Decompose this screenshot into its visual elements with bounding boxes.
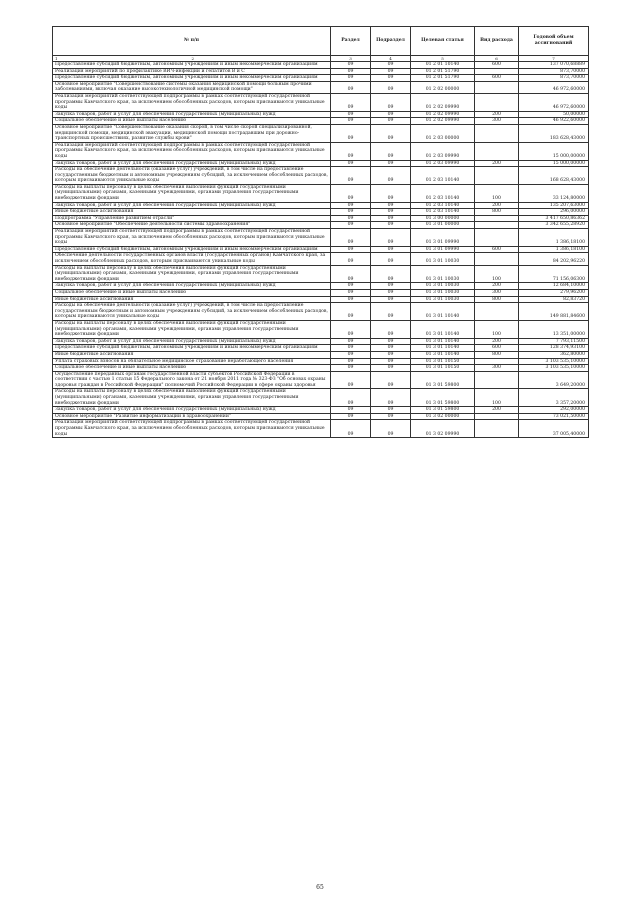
row-name: Предоставление субсидий бюджетным, автономным учреждениям и иным некоммерческим организациям: [53, 75, 331, 82]
table-row: [53, 142, 589, 160]
table-row: [53, 303, 589, 321]
row-target-article: 01 2 03 09990: [411, 160, 475, 167]
row-razdel: 09: [331, 160, 371, 167]
row-expense-type: 300: [475, 118, 519, 125]
row-razdel: 09: [331, 184, 371, 202]
row-name: Основное мероприятие "Совершенствование оказания скорой, в том числе скорой специализированной, медицинской помощи, медицинской эвакуации, медицинской помощи пострадавшим при дорожно-транспортных происшествиях, развитие службы крови": [53, 124, 331, 142]
row-name: Иные бюджетные ассигнования: [53, 296, 331, 303]
row-expense-type: 200: [475, 111, 519, 118]
row-name: Реализация мероприятий соответствующей подпрограммы в рамках соответствующей государственной программы Камчатского края, за исключением обособленных расходов, которым присваиваются уникальные коды: [53, 420, 331, 438]
row-razdel: 09: [331, 351, 371, 358]
row-target-article: 01 3 01 10030: [411, 289, 475, 296]
row-expense-type: 800: [475, 209, 519, 216]
row-amount: 1 386,18100: [519, 246, 589, 253]
table-row: [53, 202, 589, 209]
row-razdel: 09: [331, 124, 371, 142]
row-expense-type: [475, 358, 519, 365]
table-row: [53, 75, 589, 82]
table-row: [53, 371, 589, 389]
table-row: [53, 365, 589, 372]
row-name: Предоставление субсидий бюджетным, автономным учреждениям и иным некоммерческим организациям: [53, 345, 331, 352]
row-amount: 128 374,93100: [519, 345, 589, 352]
row-target-article: 01 3 01 10140: [411, 351, 475, 358]
row-target-article: 01 3 00 00000: [411, 215, 475, 222]
row-target-article: 01 3 01 10030: [411, 265, 475, 283]
row-name: Основное мероприятие "Обеспечение деятельности системы здравоохранения": [53, 222, 331, 229]
row-expense-type: 600: [475, 75, 519, 82]
row-name: Предоставление субсидий бюджетным, автономным учреждениям и иным некоммерческим организациям: [53, 62, 331, 69]
row-amount: 137 070,68889: [519, 62, 589, 69]
row-target-article: 01 3 01 10140: [411, 338, 475, 345]
row-target-article: 01 3 01 10150: [411, 358, 475, 365]
row-amount: 183 628,43000: [519, 124, 589, 142]
row-amount: 15 000,00000: [519, 142, 589, 160]
row-amount: 15 000,00000: [519, 160, 589, 167]
row-razdel: 09: [331, 320, 371, 338]
row-target-article: 01 2 03 10140: [411, 202, 475, 209]
table-row: [53, 283, 589, 290]
row-target-article: 01 3 01 59800: [411, 407, 475, 414]
row-amount: 46 972,60000: [519, 93, 589, 111]
table-row: [53, 265, 589, 283]
document-page: [52, 26, 588, 438]
row-razdel: 09: [331, 365, 371, 372]
row-podrazdel: 09: [371, 111, 411, 118]
row-podrazdel: 09: [371, 202, 411, 209]
table-row: [53, 389, 589, 407]
header-razdel: Раздел: [331, 27, 371, 56]
row-name: Закупка товаров, работ и услуг для обеспечения государственных (муниципальных) нужд: [53, 111, 331, 118]
row-amount: 33 124,80000: [519, 184, 589, 202]
row-target-article: 01 2 02 00000: [411, 81, 475, 93]
table-row: [53, 320, 589, 338]
row-expense-type: 600: [475, 62, 519, 69]
table-row: [53, 358, 589, 365]
row-podrazdel: 09: [371, 413, 411, 420]
row-amount: 168 628,43000: [519, 167, 589, 185]
row-expense-type: 300: [475, 289, 519, 296]
row-razdel: 09: [331, 167, 371, 185]
row-target-article: 01 3 01 00000: [411, 222, 475, 229]
row-target-article: 01 3 01 10030: [411, 253, 475, 265]
column-number-2: 2: [191, 56, 195, 61]
row-razdel: 09: [331, 296, 371, 303]
row-razdel: 09: [331, 222, 371, 229]
row-razdel: 09: [331, 389, 371, 407]
row-target-article: 01 3 01 10140: [411, 345, 475, 352]
row-amount: 135 207,63000: [519, 202, 589, 209]
row-target-article: 01 3 02 09990: [411, 420, 475, 438]
row-razdel: 09: [331, 209, 371, 216]
row-podrazdel: 09: [371, 389, 411, 407]
row-target-article: 01 3 01 59800: [411, 371, 475, 389]
row-name: Расходы на обеспечение деятельности (оказание услуг) учреждений, в том числе на предоставление государственным бюджетным и автономным учреждениям субсидий, за исключением обособленных расходов, которым присваиваются уникальные коды: [53, 167, 331, 185]
row-amount: 873,70000: [519, 75, 589, 82]
row-target-article: 01 3 02 00000: [411, 413, 475, 420]
row-amount: 7 793,11500: [519, 338, 589, 345]
row-podrazdel: 09: [371, 229, 411, 247]
row-target-article: 01 2 02 09990: [411, 118, 475, 125]
table-row: [53, 229, 589, 247]
row-expense-type: [475, 253, 519, 265]
row-amount: 12 684,10000: [519, 283, 589, 290]
row-podrazdel: 09: [371, 407, 411, 414]
row-podrazdel: 09: [371, 371, 411, 389]
row-amount: 873,70000: [519, 68, 589, 75]
row-razdel: 09: [331, 303, 371, 321]
row-razdel: 09: [331, 202, 371, 209]
row-razdel: 09: [331, 413, 371, 420]
row-expense-type: 800: [475, 351, 519, 358]
table-row: [53, 215, 589, 222]
row-amount: 279,96200: [519, 289, 589, 296]
row-target-article: 01 3 01 09990: [411, 246, 475, 253]
row-expense-type: 200: [475, 407, 519, 414]
column-number: 3: [331, 56, 371, 62]
row-name: Осуществление переданных органам государственной власти субъектов Российской Федерации в соответствии с частью 1 статьи 15 Федерального закона от 21 ноября 2011 года № 323-ФЗ "Об основах охраны здоровья граждан в Российской Федерации" полномочий Российской Федерации в сфере охраны здоровья: [53, 371, 331, 389]
row-podrazdel: 09: [371, 303, 411, 321]
row-name: Социальное обеспечение и иные выплаты населению: [53, 289, 331, 296]
row-name: Расходы на обеспечение деятельности (оказание услуг) учреждений, в том числе на предоставление государственным бюджетным и автономным учреждениям субсидий, за исключением обособленных расходов, которым присваиваются уникальные коды: [53, 303, 331, 321]
row-podrazdel: 09: [371, 93, 411, 111]
table-row: [53, 124, 589, 142]
header-name: № п/п: [53, 27, 331, 56]
row-amount: 362,80000: [519, 351, 589, 358]
row-amount: 37 005,40000: [519, 420, 589, 438]
row-target-article: 01 3 01 10150: [411, 365, 475, 372]
row-podrazdel: 09: [371, 160, 411, 167]
row-name: Закупка товаров, работ и услуг для обеспечения государственных (муниципальных) нужд: [53, 160, 331, 167]
row-name: Расходы на выплаты персоналу в целях обеспечения выполнения функций государственными (муниципальными) органами, казенными учреждениями, органами управления государственными внебюджетными фондами: [53, 389, 331, 407]
row-name: Расходы на выплаты персоналу в целях обеспечения выполнения функций государственными (муниципальными) органами, казенными учреждениями, органами управления государственными внебюджетными фондами: [53, 320, 331, 338]
row-expense-type: 100: [475, 265, 519, 283]
row-amount: 3 417 650,86362: [519, 215, 589, 222]
column-number: 4: [371, 56, 411, 62]
row-amount: 292,00000: [519, 407, 589, 414]
row-razdel: 09: [331, 81, 371, 93]
row-podrazdel: 09: [371, 265, 411, 283]
row-razdel: 09: [331, 407, 371, 414]
row-podrazdel: 09: [371, 320, 411, 338]
row-expense-type: [475, 68, 519, 75]
row-razdel: 09: [331, 358, 371, 365]
table-row: [53, 167, 589, 185]
row-razdel: 09: [331, 345, 371, 352]
row-amount: 13 351,00000: [519, 320, 589, 338]
row-name: Подпрограмма "Управление развитием отрасли": [53, 215, 331, 222]
row-target-article: 01 2 03 00000: [411, 124, 475, 142]
row-podrazdel: 09: [371, 420, 411, 438]
table-header-row: [53, 27, 589, 56]
row-podrazdel: 09: [371, 81, 411, 93]
row-target-article: 01 2 01 51790: [411, 68, 475, 75]
row-razdel: 09: [331, 118, 371, 125]
row-podrazdel: 09: [371, 345, 411, 352]
row-expense-type: 200: [475, 202, 519, 209]
row-razdel: 09: [331, 142, 371, 160]
row-amount: 46 922,60000: [519, 118, 589, 125]
row-podrazdel: 09: [371, 222, 411, 229]
header-target-article: Целевая статья: [411, 27, 475, 56]
row-target-article: 01 2 01 51790: [411, 75, 475, 82]
table-row: [53, 209, 589, 216]
row-amount: 3 103 535,10000: [519, 365, 589, 372]
row-podrazdel: 09: [371, 209, 411, 216]
row-name: Основное мероприятие "Развитие информатизации в здравоохранении": [53, 413, 331, 420]
row-amount: 3 103 535,10000: [519, 358, 589, 365]
row-podrazdel: 09: [371, 68, 411, 75]
row-podrazdel: 09: [371, 215, 411, 222]
table-row: [53, 68, 589, 75]
row-razdel: 09: [331, 253, 371, 265]
row-target-article: 01 3 01 10140: [411, 303, 475, 321]
row-podrazdel: 09: [371, 75, 411, 82]
row-razdel: 09: [331, 283, 371, 290]
row-amount: 3 649,20000: [519, 371, 589, 389]
row-podrazdel: 09: [371, 118, 411, 125]
row-target-article: 01 3 01 10030: [411, 283, 475, 290]
column-number-1: 1: [55, 56, 58, 61]
row-podrazdel: 09: [371, 296, 411, 303]
table-row: [53, 413, 589, 420]
row-amount: 84 202,96220: [519, 253, 589, 265]
row-target-article: 01 2 02 09990: [411, 111, 475, 118]
row-name: Закупка товаров, работ и услуг для обеспечения государственных (муниципальных) нужд: [53, 283, 331, 290]
table-row: [53, 407, 589, 414]
row-podrazdel: 09: [371, 184, 411, 202]
row-target-article: 01 2 03 10140: [411, 184, 475, 202]
row-expense-type: [475, 93, 519, 111]
row-expense-type: 300: [475, 365, 519, 372]
table-row: [53, 93, 589, 111]
row-name: Реализация мероприятий соответствующей подпрограммы в рамках соответствующей государственной программы Камчатского края, за исключением обособленных расходов, которым присваиваются уникальные коды: [53, 142, 331, 160]
row-podrazdel: 09: [371, 142, 411, 160]
row-name: Иные бюджетные ассигнования: [53, 351, 331, 358]
row-amount: 71 156,06300: [519, 265, 589, 283]
row-name: Реализация мероприятий по профилактике ВИЧ-инфекции и гепатитов В и С: [53, 68, 331, 75]
row-expense-type: 200: [475, 160, 519, 167]
column-number: 6: [475, 56, 519, 62]
row-expense-type: [475, 222, 519, 229]
row-razdel: 09: [331, 75, 371, 82]
row-expense-type: [475, 371, 519, 389]
column-number: 5: [411, 56, 475, 62]
table-row: [53, 253, 589, 265]
row-name: Социальное обеспечение и иные выплаты населению: [53, 118, 331, 125]
row-razdel: 09: [331, 265, 371, 283]
row-podrazdel: 09: [371, 365, 411, 372]
header-annual-amount: Годовой объем ассигнований: [519, 27, 589, 56]
row-target-article: 01 2 03 09990: [411, 142, 475, 160]
row-razdel: 09: [331, 62, 371, 69]
row-expense-type: 100: [475, 389, 519, 407]
table-row: [53, 118, 589, 125]
row-expense-type: 600: [475, 345, 519, 352]
row-expense-type: [475, 420, 519, 438]
row-target-article: 01 3 01 59800: [411, 389, 475, 407]
row-target-article: 01 3 01 10140: [411, 320, 475, 338]
table-body: [53, 62, 589, 438]
row-name: Социальное обеспечение и иные выплаты населению: [53, 365, 331, 372]
row-amount: 3 342 655,28920: [519, 222, 589, 229]
table-row: [53, 345, 589, 352]
row-podrazdel: 09: [371, 351, 411, 358]
row-name: Реализация мероприятий соответствующей подпрограммы в рамках соответствующей государственной программы Камчатского края, за исключением обособленных расходов, которым присваиваются уникальные коды: [53, 229, 331, 247]
row-name: Иные бюджетные ассигнования: [53, 209, 331, 216]
row-podrazdel: 09: [371, 338, 411, 345]
table-row: [53, 351, 589, 358]
row-amount: 46 972,60000: [519, 81, 589, 93]
row-razdel: 09: [331, 289, 371, 296]
row-name: Предоставление субсидий бюджетным, автономным учреждениям и иным некоммерческим организациям: [53, 246, 331, 253]
row-razdel: 09: [331, 338, 371, 345]
row-expense-type: 200: [475, 338, 519, 345]
row-name: Обеспечение деятельности государственных органов власти (государственных органов) Камчатского края, за исключением обособленных расходов, которым присваиваются уникальные коды: [53, 253, 331, 265]
row-razdel: 09: [331, 229, 371, 247]
row-amount: 149 881,84600: [519, 303, 589, 321]
row-expense-type: [475, 142, 519, 160]
table-row: [53, 160, 589, 167]
row-expense-type: [475, 229, 519, 247]
row-target-article: 01 2 03 10140: [411, 209, 475, 216]
row-podrazdel: 09: [371, 283, 411, 290]
row-amount: 82,83720: [519, 296, 589, 303]
row-name: Расходы на выплаты персоналу в целях обеспечения выполнения функций государственными (муниципальными) органами, казенными учреждениями, органами управления государственными внебюджетными фондами: [53, 265, 331, 283]
header-expense-type: Вид расхода: [475, 27, 519, 56]
row-expense-type: 200: [475, 283, 519, 290]
row-expense-type: [475, 215, 519, 222]
header-podrazdel: Подраздел: [371, 27, 411, 56]
row-amount: 296,00000: [519, 209, 589, 216]
row-expense-type: [475, 413, 519, 420]
row-expense-type: 800: [475, 296, 519, 303]
row-target-article: 01 2 02 09990: [411, 93, 475, 111]
row-expense-type: [475, 81, 519, 93]
table-row: [53, 420, 589, 438]
row-razdel: 09: [331, 215, 371, 222]
row-razdel: 09: [331, 93, 371, 111]
row-podrazdel: 09: [371, 253, 411, 265]
table-row: [53, 296, 589, 303]
row-expense-type: 600: [475, 246, 519, 253]
row-expense-type: 100: [475, 320, 519, 338]
row-expense-type: [475, 167, 519, 185]
table-row: [53, 184, 589, 202]
row-name: Закупка товаров, работ и услуг для обеспечения государственных (муниципальных) нужд: [53, 407, 331, 414]
table-row: [53, 62, 589, 69]
row-podrazdel: 09: [371, 358, 411, 365]
column-number: 7: [519, 56, 589, 62]
row-amount: 73 021,50000: [519, 413, 589, 420]
table-row: [53, 111, 589, 118]
row-amount: 50,00000: [519, 111, 589, 118]
table-row: [53, 246, 589, 253]
row-name: Закупка товаров, работ и услуг для обеспечения государственных (муниципальных) нужд: [53, 202, 331, 209]
row-razdel: 09: [331, 246, 371, 253]
page-number: 65: [316, 884, 324, 891]
row-podrazdel: 09: [371, 289, 411, 296]
row-expense-type: [475, 303, 519, 321]
table-row: [53, 222, 589, 229]
row-name: Закупка товаров, работ и услуг для обеспечения государственных (муниципальных) нужд: [53, 338, 331, 345]
row-podrazdel: 09: [371, 62, 411, 69]
row-podrazdel: 09: [371, 246, 411, 253]
table-row: [53, 338, 589, 345]
row-razdel: 09: [331, 371, 371, 389]
row-target-article: 01 3 01 09990: [411, 229, 475, 247]
row-podrazdel: 09: [371, 167, 411, 185]
row-razdel: 09: [331, 420, 371, 438]
row-name: Уплата страховых взносов на обязательное медицинское страхование неработающего населения: [53, 358, 331, 365]
row-razdel: 09: [331, 111, 371, 118]
table-row: [53, 289, 589, 296]
row-expense-type: [475, 124, 519, 142]
row-podrazdel: 09: [371, 124, 411, 142]
row-razdel: 09: [331, 68, 371, 75]
row-expense-type: 100: [475, 184, 519, 202]
table-row: [53, 81, 589, 93]
row-name: Расходы на выплаты персоналу в целях обеспечения выполнения функций государственными (муниципальными) органами, казенными учреждениями, органами управления государственными внебюджетными фондами: [53, 184, 331, 202]
row-amount: 1 386,18100: [519, 229, 589, 247]
row-name: Основное мероприятие "Совершенствование системы оказания медицинской помощи больным прочими заболеваниями, включая оказание высокотехнологичной медицинской помощи": [53, 81, 331, 93]
budget-table: [52, 26, 589, 438]
row-amount: 3 357,20000: [519, 389, 589, 407]
row-name: Реализация мероприятий соответствующей подпрограммы в рамках соответствующей государственной программы Камчатского края, за исключением обособленных расходов, которым присваиваются уникальные коды: [53, 93, 331, 111]
row-target-article: 01 3 01 10030: [411, 296, 475, 303]
row-target-article: 01 2 01 10140: [411, 62, 475, 69]
row-target-article: 01 2 03 10140: [411, 167, 475, 185]
